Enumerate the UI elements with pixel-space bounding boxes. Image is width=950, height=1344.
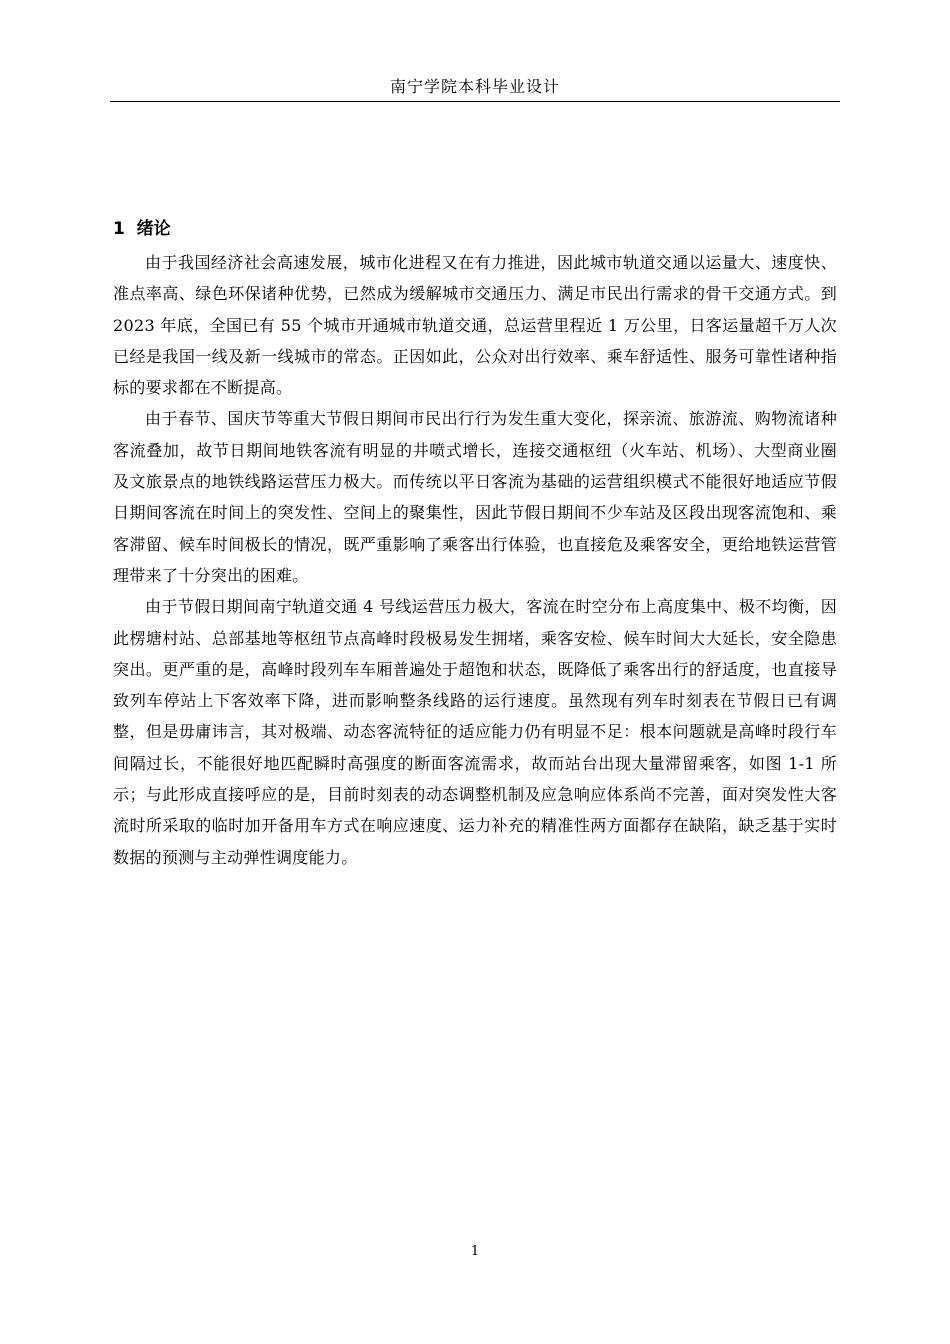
paragraph-3: 由于节假日期间南宁轨道交通 4 号线运营压力极大，客流在时空分布上高度集中、极不均衡，因此楞塘村站、总部基地等枢纽节点高峰时段极易发生拥堵，乘客安检、候车时间大大延长，安全隐患突出。更严重的是，高峰时段列车车厢普遍处于超饱和状态，既降低了乘客出行的舒适度，也直接导致列车停站上下客效率下降，进而影响整条线路的运行速度。虽然现有列车时刻表在节假日已有调整，但是毋庸讳言，其对极端、动态客流特征的适应能力仍有明显不足：根本问题就是高峰时段行车间隔过长，不能很好地匹配瞬时高强度的断面客流需求，故而站台出现大量滞留乘客，如图 1-1 所示；与此形成直接呼应的是，目前时刻表的动态调整机制及应急响应体系尚不完善，面对突发性大客流时所采取的临时加开备用车方式在响应速度、运力补充的精准性两方面都存在缺陷，缺乏基于实时数据的预测与主动弹性调度能力。 (113, 597, 837, 867)
paragraph-1: 由于我国经济社会高速发展，城市化进程又在有力推进，因此城市轨道交通以运量大、速度快、准点率高、绿色环保诸种优势，已然成为缓解城市交通压力、满足市民出行需求的骨干交通方式。到 2023 年底，全国已有 55 个城市开通城市轨道交通，总运营里程近 1 万公里，日客运量超千万人次已经是我国一线及新一线城市的常态。正因如此，公众对出行效率、乘车舒适性、服务可靠性诸种指标的要求都在不断提高。 (113, 253, 837, 398)
body-text (113, 247, 837, 873)
page-number: 1 (470, 1244, 480, 1259)
header-divider (110, 101, 840, 102)
running-header: 南宁学院本科毕业设计 (389, 77, 560, 96)
section-heading: 1 绪论 (113, 219, 171, 239)
paragraph-2: 由于春节、国庆节等重大节假日期间市民出行行为发生重大变化，探亲流、旅游流、购物流诸种客流叠加，故节日期间地铁客流有明显的井喷式增长，连接交通枢纽（火车站、机场）、大型商业圈及文旅景点的地铁线路运营压力极大。而传统以平日客流为基础的运营组织模式不能很好地适应节假日期间客流在时间上的突发性、空间上的聚集性，因此节假日期间不少车站及区段出现客流饱和、乘客滞留、候车时间极长的情况，既严重影响了乘客出行体验，也直接危及乘客安全，更给地铁运营管理带来了十分突出的困难。 (113, 409, 837, 585)
